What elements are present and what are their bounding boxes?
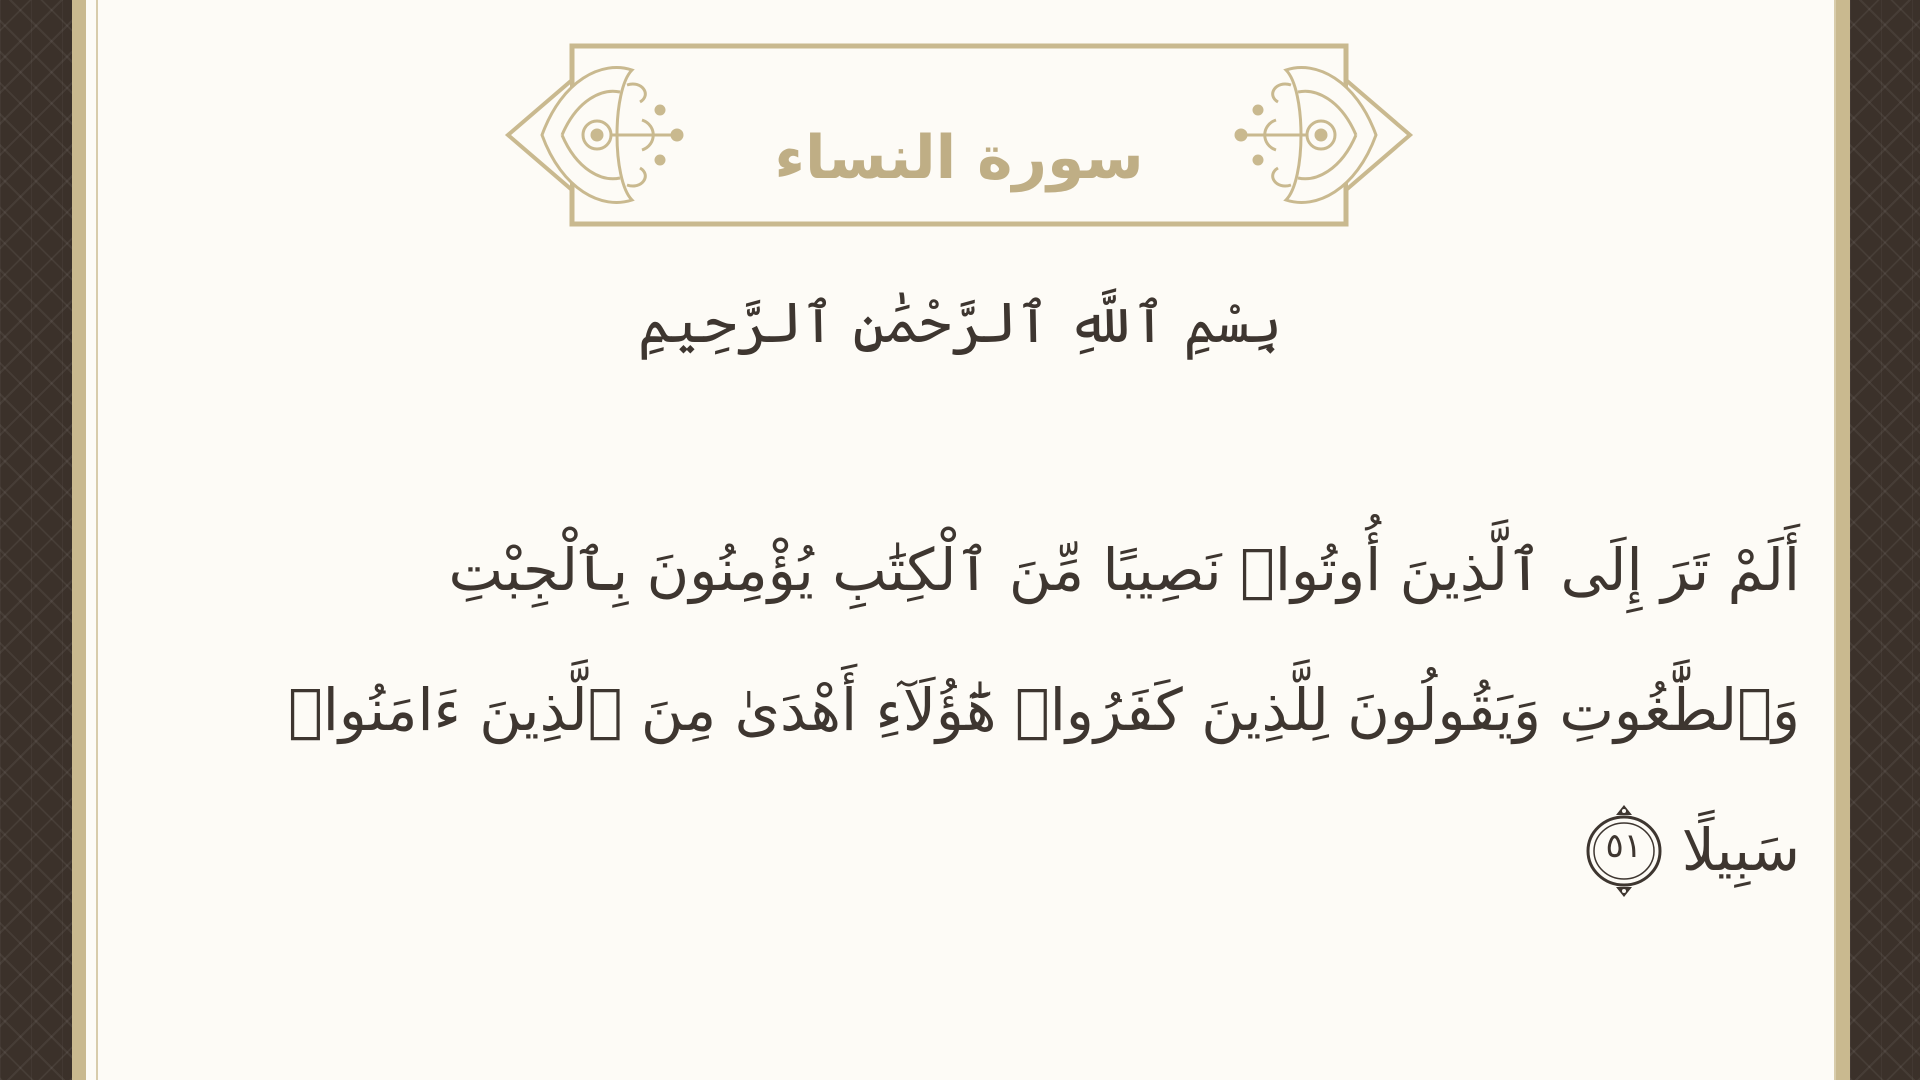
basmala: بِسْمِ ٱللَّهِ ٱلرَّحْمَٰنِ ٱلرَّحِيمِ	[637, 291, 1283, 356]
verse-line-last	[260, 780, 1800, 920]
right-decorative-border	[1850, 0, 1920, 1080]
ayah-number: ٥١	[1605, 825, 1643, 866]
ayah-end-marker	[1582, 801, 1666, 897]
verse-line: أَلَمْ تَرَ إِلَى ٱلَّذِينَ أُوتُوا۟ نَصِيبًا مِّنَ ٱلْكِتَٰبِ يُؤْمِنُونَ بِٱلْجِبْتِ	[448, 536, 1800, 604]
left-gold-band	[72, 0, 86, 1080]
surah-header-frame	[502, 40, 1416, 230]
verse-line: وَٱلطَّٰغُوتِ وَيَقُولُونَ لِلَّذِينَ كَفَرُوا۟ هَٰٓؤُلَآءِ أَهْدَىٰ مِنَ ٱلَّذِينَ ءَامَنُوا۟	[288, 676, 1800, 744]
left-decorative-border	[0, 0, 72, 1080]
verse-text	[260, 500, 1800, 920]
right-gold-band	[1836, 0, 1850, 1080]
surah-title: سورة النساء	[774, 123, 1144, 193]
verse-line-text: سَبِيلًا	[1681, 816, 1800, 884]
